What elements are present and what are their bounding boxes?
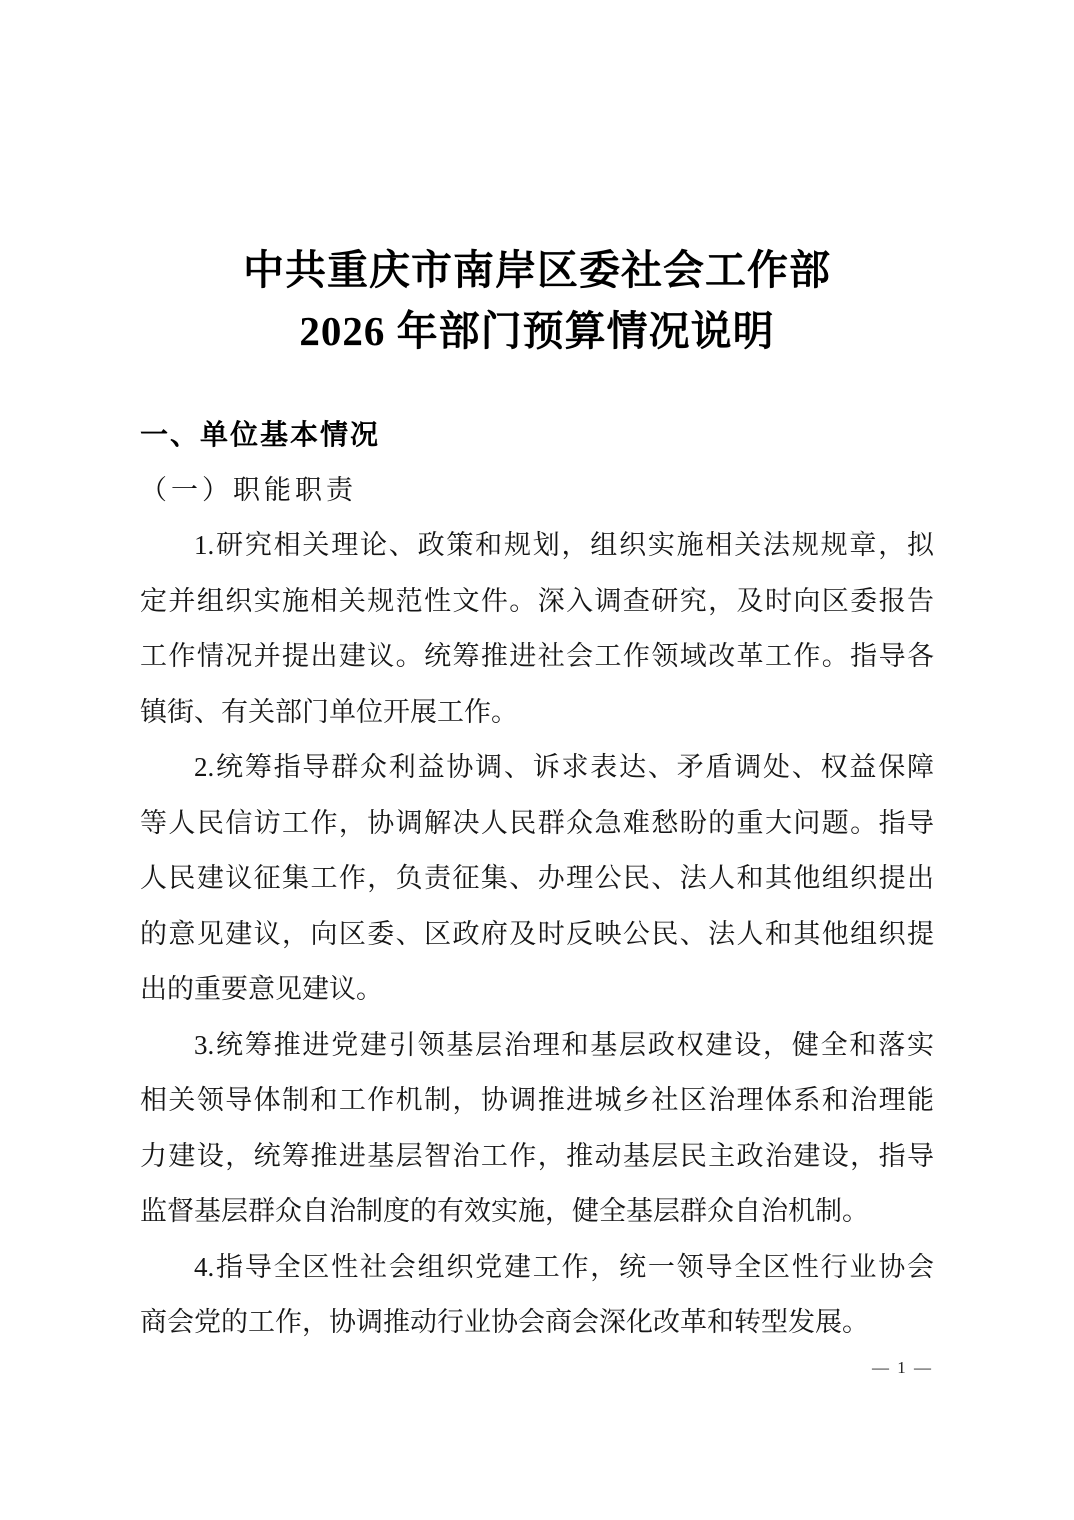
- paragraphs: [140, 518, 934, 1351]
- section-heading: 一、单位基本情况: [140, 419, 381, 450]
- body-line: 人民建议征集工作，负责征集、办理公民、法人和其他组织提出: [140, 863, 934, 893]
- subsection-heading: （一）职能职责: [140, 474, 357, 505]
- body-line: 2.统筹指导群众利益协调、诉求表达、矛盾调处、权益保障: [194, 752, 934, 782]
- document-title-line2: 2026 年部门预算情况说明: [299, 308, 775, 354]
- body-line: 4.指导全区性社会组织党建工作，统一领导全区性行业协会: [194, 1251, 934, 1282]
- body-line: 力建设，统筹推进基层智治工作，推动基层民主政治建设，指导: [140, 1140, 934, 1171]
- body-line: 工作情况并提出建议。统筹推进社会工作领域改革工作。指导各: [140, 641, 934, 671]
- body-line: 1.研究相关理论、政策和规划，组织实施相关法规规章，拟: [194, 530, 934, 560]
- body-line: 出的重要意见建议。: [140, 974, 383, 1004]
- body-line: 3.统筹推进党建引领基层治理和基层政权建设，健全和落实: [194, 1029, 934, 1060]
- document-body: [140, 407, 934, 1351]
- body-line: 监督基层群众自治制度的有效实施，健全基层群众自治机制。: [140, 1196, 869, 1226]
- body-line: 相关领导体制和工作机制，协调推进城乡社区治理体系和治理能: [140, 1085, 934, 1115]
- body-line: 定并组织实施相关规范性文件。深入调查研究，及时向区委报告: [140, 585, 934, 616]
- body-line: 的意见建议，向区委、区政府及时反映公民、法人和其他组织提: [140, 918, 934, 949]
- page-number: — 1 —: [872, 1358, 933, 1377]
- body-line: 商会党的工作，协调推动行业协会商会深化改革和转型发展。: [140, 1307, 869, 1337]
- document-title: [0, 240, 1074, 362]
- body-line: 镇街、有关部门单位开展工作。: [140, 696, 518, 727]
- document-title-line1: 中共重庆市南岸区委社会工作部: [243, 247, 831, 293]
- body-line: 等人民信访工作，协调解决人民群众急难愁盼的重大问题。指导: [140, 807, 934, 838]
